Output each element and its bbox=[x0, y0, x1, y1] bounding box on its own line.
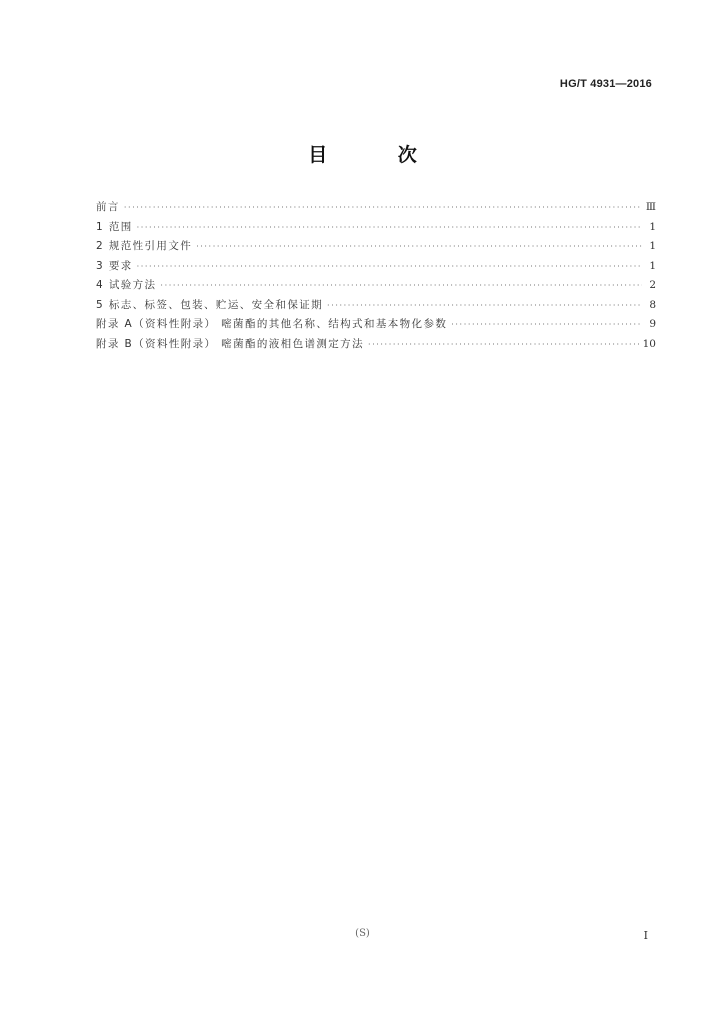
toc-entry-page: 9 bbox=[649, 318, 656, 330]
toc-entry-scope[interactable] bbox=[96, 219, 656, 239]
toc-entry-test-methods[interactable] bbox=[96, 277, 656, 297]
toc-entry-normative-references[interactable] bbox=[96, 238, 656, 258]
dot-leader bbox=[368, 341, 639, 349]
toc-entry-label: 前言 bbox=[96, 201, 120, 213]
toc-entry-page: 2 bbox=[649, 279, 656, 291]
toc-title: 目 次 bbox=[308, 144, 449, 166]
dot-leader bbox=[196, 243, 642, 251]
toc-entry-label: 3 要求 bbox=[96, 259, 133, 272]
toc-entry-label: 5 标志、标签、包装、贮运、安全和保证期 bbox=[96, 298, 324, 311]
dot-leader bbox=[327, 302, 642, 310]
toc-entry-label: 1 范围 bbox=[96, 220, 133, 233]
dot-leader bbox=[137, 224, 642, 232]
footer-center-mark: (S) bbox=[355, 928, 370, 939]
toc-entry-requirements[interactable] bbox=[96, 258, 656, 278]
footer-page-number: I bbox=[643, 929, 648, 942]
toc-entry-page: 10 bbox=[642, 337, 656, 350]
toc-entry-page: Ⅲ bbox=[645, 201, 656, 213]
standard-number: HG/T 4931—2016 bbox=[559, 78, 652, 90]
toc-entry-foreword[interactable] bbox=[96, 199, 656, 219]
dot-leader bbox=[160, 282, 642, 290]
toc-entry-label: 4 试验方法 bbox=[96, 279, 157, 291]
toc-entry-label: 2 规范性引用文件 bbox=[96, 240, 193, 252]
table-of-contents bbox=[96, 199, 656, 355]
toc-entry-label: 附录 B（资料性附录） 嘧菌酯的液相色谱测定方法 bbox=[96, 337, 364, 350]
dot-leader bbox=[451, 321, 642, 329]
toc-entry-page: 1 bbox=[649, 259, 656, 272]
toc-entry-page: 8 bbox=[649, 298, 656, 311]
toc-entry-page: 1 bbox=[649, 240, 656, 252]
toc-entry-annex-a[interactable] bbox=[96, 316, 656, 336]
dot-leader bbox=[124, 204, 642, 212]
toc-entry-marking-packaging[interactable] bbox=[96, 297, 656, 317]
dot-leader bbox=[137, 263, 642, 271]
toc-entry-annex-b[interactable] bbox=[96, 336, 656, 356]
toc-entry-page: 1 bbox=[649, 220, 656, 233]
toc-entry-label: 附录 A（资料性附录） 嘧菌酯的其他名称、结构式和基本物化参数 bbox=[96, 318, 448, 330]
